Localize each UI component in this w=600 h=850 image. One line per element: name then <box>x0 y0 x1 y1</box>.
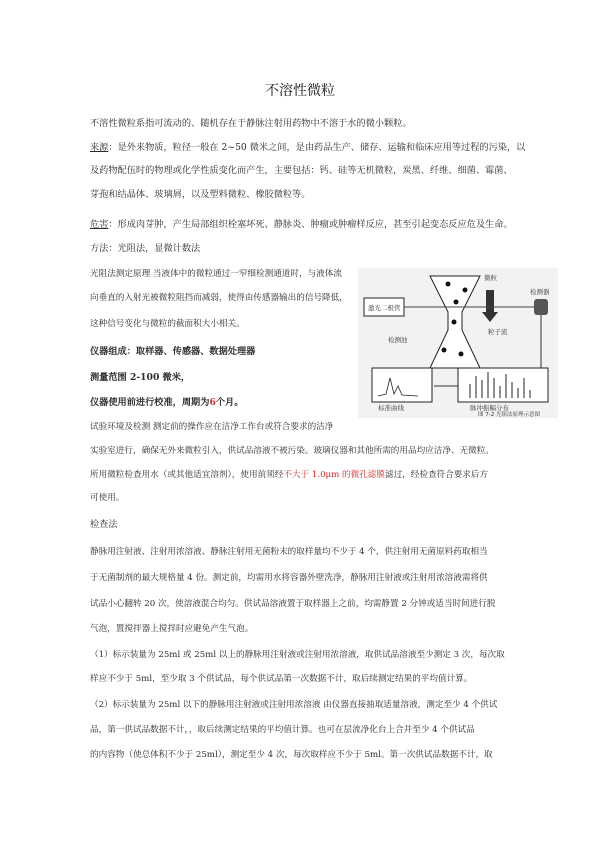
particle-dot <box>446 282 451 287</box>
check-title: 检查法 <box>90 519 118 530</box>
particle-dot <box>454 300 459 305</box>
principle-line-2: 向垂直的入射光被微粒阻挡而减弱，使得由传感器输出的信号降低， <box>90 293 348 303</box>
source-line-2: 及药物配伍时的物理或化学性质变化而产生，主要包括：钙、硅等无机微粒，炭黑、纤维、细菌、霉菌、 <box>90 165 513 176</box>
source-line-1 <box>90 142 525 154</box>
filter-highlight: 不大于 1.0μm 的微孔滤膜 <box>283 470 385 480</box>
environment-line-2: 实验室进行，确保无外来微粒引入，供试品溶液不被污染。玻璃仪器和其他所需的用品均应洁净、无微粒。 <box>90 446 494 456</box>
distribution-label: 脉冲振幅分布 <box>470 404 509 412</box>
hazard-label: 危害 <box>90 219 109 230</box>
instrument-line: 仪器组成：取样器、传感器、数据处理器 <box>90 346 256 357</box>
calibration-prefix: 仪器使用前进行校准，周期为 <box>90 397 210 408</box>
particle-dot <box>463 288 468 293</box>
source-label: 来源 <box>90 142 109 153</box>
figure-caption: 图 7-2 光阻法原理示意图 <box>478 412 540 418</box>
principle-line-3: 这种信号变化与微粒的截面积大小相关。 <box>90 319 245 329</box>
channel-label: 检测池 <box>388 336 408 344</box>
diagram-svg <box>358 268 558 418</box>
source-line-3: 芽孢和结晶体、玻璃屑，以及塑料微粒、橡胶微粒等。 <box>90 189 311 200</box>
item1-line-2: 样应不少于 5ml，至少取 3 个供试品，每个供试品第一次数据不计，取后续测定结果的平均值计算。 <box>90 674 473 684</box>
hazard-line <box>90 219 513 231</box>
item2-line-1: （2）标示装量为 25ml 以下的静脉用注射液或注射用浓溶液 由仪器直接抽取适量溶液，测定至少 4 个供试 <box>90 700 498 710</box>
detector-box <box>534 299 548 315</box>
laser-label: 激光二极管 <box>368 304 401 312</box>
item1-line-1: （1）标示装量为 25ml 或 25ml 以上的静脉用注射液或注射用浓溶液，取供试品溶液至少测定 3 次，每次取 <box>90 650 505 660</box>
calibration-value: 6 <box>209 397 216 408</box>
range-line: 测量范围 2-100 微米， <box>90 372 191 383</box>
environment-line-3 <box>90 469 488 481</box>
curve-label: 标准曲线 <box>378 404 404 412</box>
particle-dot <box>442 348 447 353</box>
detector-label: 检测器 <box>530 288 550 296</box>
particle-dot <box>452 320 457 325</box>
item2-line-3: 的内容物（使总体积不少于 25ml），测定至少 4 次，每次取样应不少于 5ml。第一次供试品数据不计，取 <box>90 750 493 760</box>
check-line-2: 于无菌制剂的最大规格量 4 份。测定前，均需用水将容器外壁洗净，静脉用注射液或注射用浓溶液需将供 <box>90 573 488 583</box>
pulse-distribution-box <box>458 368 548 402</box>
check-line-3: 试品小心翻转 20 次，使溶液混合均匀。供试品溶液置于取样器上之前，均需静置 2 分钟或适当时间进行脱 <box>90 599 496 609</box>
hazard-text: ：形成肉芽肿，产生局部组织栓塞坏死、静脉炎、肿瘤或肿瘤样反应，甚至引起变态反应危及生命。 <box>108 219 513 230</box>
calibration-suffix: 个月。 <box>215 397 244 408</box>
principle-line-1: 光阻法测定原理 当液体中的微粒通过一窄细检测通道时，与液体流 <box>90 269 342 279</box>
flow-label: 粒子流 <box>488 328 508 336</box>
environment-line-4: 可使用。 <box>90 493 125 503</box>
source-text-1: ：是外来物质，粒径一般在 2~50 微米之间，是由药品生产、储存、运输和临床应用等过程的污染，以 <box>108 142 526 153</box>
standard-curve-box <box>372 368 432 402</box>
environment-line-3-prefix: 所用微粒检查用水（或其他适宜溶剂），使用前须经 <box>90 470 284 480</box>
method-line: 方法：光阻法，显微计数法 <box>90 243 201 254</box>
intro-text: 不溶性微粒系指可流动的、随机存在于静脉注射用药物中不溶于水的微小颗粒。 <box>90 118 412 129</box>
environment-line-3-suffix: 滤过，经检查符合要求后方 <box>384 470 489 480</box>
particle-label: 微粒 <box>484 274 497 282</box>
check-line-1: 静脉用注射液、注射用浓溶液、静脉注射用无菌粉末的取样量均不少于 4 个，供注射用无菌原料药取相当 <box>90 547 488 557</box>
check-line-4: 气泡，置搅拌器上搅拌时应避免产生气泡。 <box>90 624 254 634</box>
calibration-line <box>90 397 243 409</box>
environment-line-1: 试验环境及检测 测定前的操作应在洁净工作台或符合要求的洁净 <box>90 422 334 432</box>
particle-dot <box>459 352 464 357</box>
item2-line-2: 品，第一供试品数据不计，，取后续测定结果的平均值计算。也可在层流净化台上合并至少 4 个供试品 <box>90 725 475 735</box>
light-blocking-diagram <box>358 268 558 418</box>
flow-arrow-icon <box>482 290 498 322</box>
page-title: 不溶性微粒 <box>265 83 335 99</box>
